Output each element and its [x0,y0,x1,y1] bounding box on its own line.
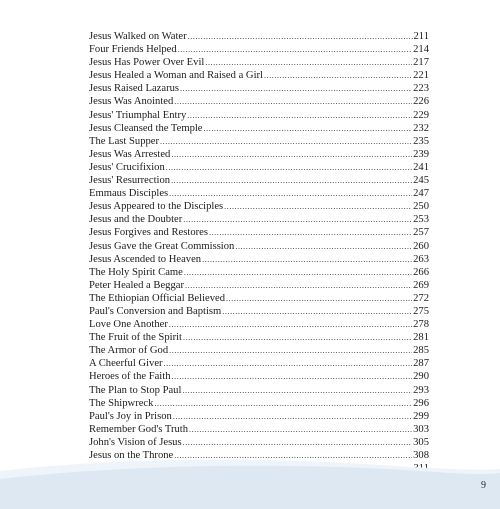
toc-entry [89,122,429,135]
dot-leader [171,148,412,161]
dot-leader [188,30,413,43]
dot-leader [182,384,412,397]
toc-entry-page-number: 217 [413,57,429,69]
toc-entry-title: The Armor of God [89,345,169,357]
toc-entry [89,370,429,383]
toc-entry-title: The Plan to Stop Paul [89,384,182,396]
toc-entry [89,344,429,357]
dot-leader [222,305,412,318]
toc-entry [89,331,429,344]
dot-leader [204,122,413,135]
toc-entry [89,200,429,213]
dot-leader [209,226,412,239]
toc-entry-title: Jesus' Triumphal Entry [89,109,187,121]
toc-entry-title: Love One Another [89,319,168,331]
toc-entry-title: Jesus on the Throne [89,450,174,461]
toc-entry-page-number: 275 [413,305,429,317]
dot-leader [183,436,413,449]
dot-leader [169,344,412,357]
dot-leader [166,161,412,174]
toc-entry-title: Remember God's Truth [89,423,189,435]
dot-leader [180,82,412,95]
toc-entry [89,148,429,161]
toc-entry-page-number: 266 [413,266,429,278]
toc-entry-page-number: 223 [413,83,429,95]
toc-entry [89,30,429,43]
toc-entry-title: Jesus Forgives and Restores [89,227,208,239]
dot-leader [205,56,412,69]
dot-leader [184,266,412,279]
footer-wave-band [0,449,500,509]
toc-entry-page-number: 290 [413,371,429,383]
toc-entry-page-number: 269 [413,279,429,291]
page-number: 9 [481,480,486,491]
toc-entry [89,397,429,410]
toc-entry-title: Jesus Healed a Woman and Raised a Girl [89,70,263,82]
toc-entry-page-number: 229 [413,109,429,121]
toc-entry [89,135,429,148]
toc-entry-title: Jesus Appeared to the Disciples [89,201,224,213]
toc-entry [89,305,429,318]
toc-entry [89,384,429,397]
toc-entry [89,266,429,279]
dot-leader [224,200,412,213]
toc-entry [89,318,429,331]
toc-entry-page-number: 257 [413,227,429,239]
toc-entry-title: The Ethiopian Official Believed [89,292,226,304]
toc-entry-page-number: 247 [413,188,429,200]
toc-entry [89,279,429,292]
dot-leader [202,253,412,266]
dot-leader [173,410,412,423]
toc-entry-title: Paul's Joy in Prison [89,410,172,422]
dot-leader [264,69,412,82]
toc-entry-title: The Last Supper [89,135,160,147]
toc-entry [89,187,429,200]
toc-entry [89,161,429,174]
dot-leader [171,174,412,187]
toc-entry [89,82,429,95]
dot-leader [169,187,412,200]
dot-leader [183,331,412,344]
toc-entry-page-number: 226 [413,96,429,108]
toc-entry-title: The Shipwreck [89,397,154,409]
dot-leader [185,279,412,292]
toc-entry-title: A Cheerful Giver [89,358,163,370]
toc-entry [89,69,429,82]
dot-leader [183,213,412,226]
toc-entry-page-number: 299 [413,410,429,422]
toc-entry [89,109,429,122]
toc-entry-page-number: 281 [413,332,429,344]
table-of-contents [89,30,429,475]
toc-entry-page-number: 235 [413,135,429,147]
dot-leader [154,397,412,410]
toc-entry-title: Paul's Conversion and Baptism [89,305,222,317]
toc-entry-title: John's Vision of Jesus [89,436,182,448]
toc-entry-page-number: 285 [413,345,429,357]
toc-entry-page-number: 253 [413,214,429,226]
toc-entry [89,410,429,423]
toc-entry-page-number: 287 [413,358,429,370]
dot-leader [235,240,412,253]
toc-entry [89,43,429,56]
toc-entry [89,357,429,370]
toc-entry-title: Jesus and the Doubter [89,214,183,226]
toc-entry [89,292,429,305]
toc-entry-page-number: 214 [413,44,429,56]
toc-entry-title: Four Friends Helped [89,44,177,56]
dot-leader [187,109,412,122]
toc-entry-title: Jesus Was Arrested [89,148,171,160]
toc-entry-page-number: 239 [413,148,429,160]
toc-entry-page-number: 221 [413,70,429,82]
toc-entry-page-number: 296 [413,397,429,409]
toc-entry-page-number: 278 [413,319,429,331]
toc-entry-page-number: 245 [413,175,429,187]
toc-entry-title: Jesus' Resurrection [89,175,171,187]
dot-leader [172,370,413,383]
toc-entry-title: The Holy Spirit Came [89,266,183,278]
toc-entry-title: Jesus Has Power Over Evil [89,57,205,69]
toc-entry-page-number: 293 [413,384,429,396]
toc-entry-page-number: 241 [413,161,429,173]
toc-entry-page-number: 232 [413,122,429,134]
toc-entry-page-number: 305 [413,436,429,448]
toc-entry-title: Emmaus Disciples [89,188,169,200]
toc-entry-page-number: 308 [413,450,429,461]
toc-entry [89,423,429,436]
toc-entry [89,436,429,449]
toc-entry [89,213,429,226]
toc-entry-title: Jesus Was Anointed [89,96,174,108]
toc-entry [89,240,429,253]
toc-entry-title: Jesus Raised Lazarus [89,83,180,95]
toc-entry-page-number: 303 [413,423,429,435]
toc-entry-title: Jesus' Crucifixion [89,161,165,173]
toc-entry-title: Jesus Gave the Great Commission [89,240,235,252]
dot-leader [160,135,412,148]
toc-entry-title: The Fruit of the Spirit [89,332,182,344]
dot-leader [164,357,413,370]
dot-leader [226,292,412,305]
toc-entry-page-number: 272 [413,292,429,304]
toc-entry [89,226,429,239]
dot-leader [189,423,412,436]
toc-entry-page-number: 260 [413,240,429,252]
toc-entry-title: Jesus Ascended to Heaven [89,253,202,265]
dot-leader [174,95,412,108]
toc-entry-page-number: 250 [413,201,429,213]
toc-entry-page-number: 263 [413,253,429,265]
toc-entry-title: Peter Healed a Beggar [89,279,185,291]
dot-leader [169,318,412,331]
toc-entry [89,95,429,108]
toc-entry-title: Jesus Cleansed the Temple [89,122,203,134]
toc-entry-page-number: 211 [413,31,429,42]
toc-entry-title: Heroes of the Faith [89,371,171,383]
toc-entry [89,253,429,266]
footer-wave-graphic [0,449,500,509]
toc-entry-title: Jesus Walked on Water [89,31,187,42]
toc-entry [89,56,429,69]
dot-leader [178,43,412,56]
toc-entry [89,174,429,187]
